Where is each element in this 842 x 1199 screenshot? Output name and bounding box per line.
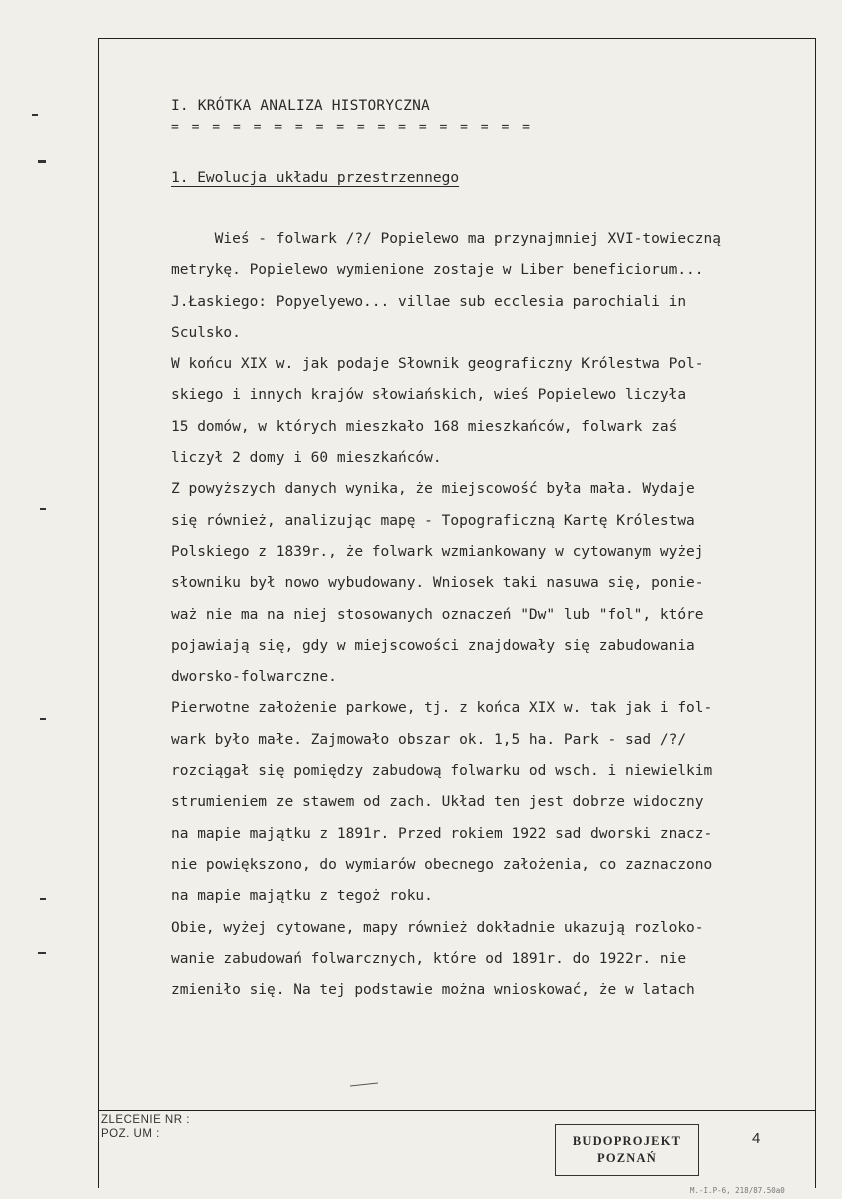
- body-line: waż nie ma na niej stosowanych oznaczeń "Dw" lub "fol", które: [171, 606, 704, 623]
- section-heading: I. KRÓTKA ANALIZA HISTORYCZNA: [171, 98, 430, 114]
- body-line: Sculsko.: [171, 324, 241, 341]
- position-label: POZ. UM :: [101, 1128, 160, 1140]
- heading-underline: = = = = = = = = = = = = = = = = = =: [171, 120, 533, 135]
- footer-divider: [98, 1110, 816, 1111]
- body-line: metrykę. Popielewo wymienione zostaje w Liber beneficiorum...: [171, 262, 704, 279]
- body-line: strumieniem ze stawem od zach. Układ ten jest dobrze widoczny: [171, 794, 704, 811]
- body-line: zmieniło się. Na tej podstawie można wnioskować, że w latach: [171, 982, 695, 999]
- body-line: 15 domów, w których mieszkało 168 mieszkańców, folwark zaś: [171, 418, 678, 435]
- margin-mark: [40, 508, 46, 510]
- body-line: wark było małe. Zajmowało obszar ok. 1,5 ha. Park - sad /?/: [171, 731, 687, 748]
- margin-mark: [38, 160, 46, 163]
- body-line: liczył 2 domy i 60 mieszkańców.: [171, 450, 442, 467]
- body-line: wanie zabudowań folwarcznych, które od 1891r. do 1922r. nie: [171, 950, 687, 967]
- body-line: Pierwotne założenie parkowe, tj. z końca XIX w. tak jak i fol-: [171, 700, 713, 717]
- body-line: Z powyższych danych wynika, że miejscowość była mała. Wydaje: [171, 481, 695, 498]
- body-line: dworsko-folwarczne.: [171, 669, 337, 686]
- stamp-city: POZNAŃ: [597, 1151, 657, 1165]
- subsection-heading: 1. Ewolucja układu przestrzennego: [171, 170, 460, 186]
- page-number: 4: [752, 1130, 761, 1147]
- body-text: [171, 224, 721, 1006]
- margin-mark: [38, 952, 46, 954]
- footer-fields: [101, 1113, 190, 1141]
- archive-reference: M.-I.P-6, 218/87.50a0: [690, 1186, 785, 1195]
- company-stamp: [555, 1124, 699, 1176]
- body-line: się również, analizując mapę - Topograficzną Kartę Królestwa: [171, 512, 695, 529]
- body-line: W końcu XIX w. jak podaje Słownik geograficzny Królestwa Pol-: [171, 356, 704, 373]
- body-line: Polskiego z 1839r., że folwark wzmiankowany w cytowanym wyżej: [171, 543, 704, 560]
- margin-mark: [32, 114, 38, 116]
- body-line: rozciągał się pomiędzy zabudową folwarku od wsch. i niewielkim: [171, 763, 713, 780]
- body-line: pojawiają się, gdy w miejscowości znajdowały się zabudowania: [171, 637, 695, 654]
- stamp-company-name: BUDOPROJEKT: [572, 1134, 682, 1148]
- body-line: na mapie majątku z tegoż roku.: [171, 888, 433, 905]
- margin-mark: [40, 898, 46, 900]
- body-line: nie powiększono, do wymiarów obecnego założenia, co zaznaczono: [171, 856, 713, 873]
- body-line: słowniku był nowo wybudowany. Wniosek taki nasuwa się, ponie-: [171, 575, 704, 592]
- body-line: Obie, wyżej cytowane, mapy również dokładnie ukazują rozloko-: [171, 919, 704, 936]
- order-number-label: ZLECENIE NR :: [101, 1114, 190, 1126]
- body-line: skiego i innych krajów słowiańskich, wieś Popielewo liczyła: [171, 387, 687, 404]
- body-line: na mapie majątku z 1891r. Przed rokiem 1922 sad dworski znacz-: [171, 825, 713, 842]
- margin-mark: [40, 718, 46, 720]
- body-line: Wieś - folwark /?/ Popielewo ma przynajmniej XVI-towieczną: [171, 231, 721, 247]
- body-line: J.Łaskiego: Popyelyewo... villae sub ecclesia parochiali in: [171, 293, 687, 310]
